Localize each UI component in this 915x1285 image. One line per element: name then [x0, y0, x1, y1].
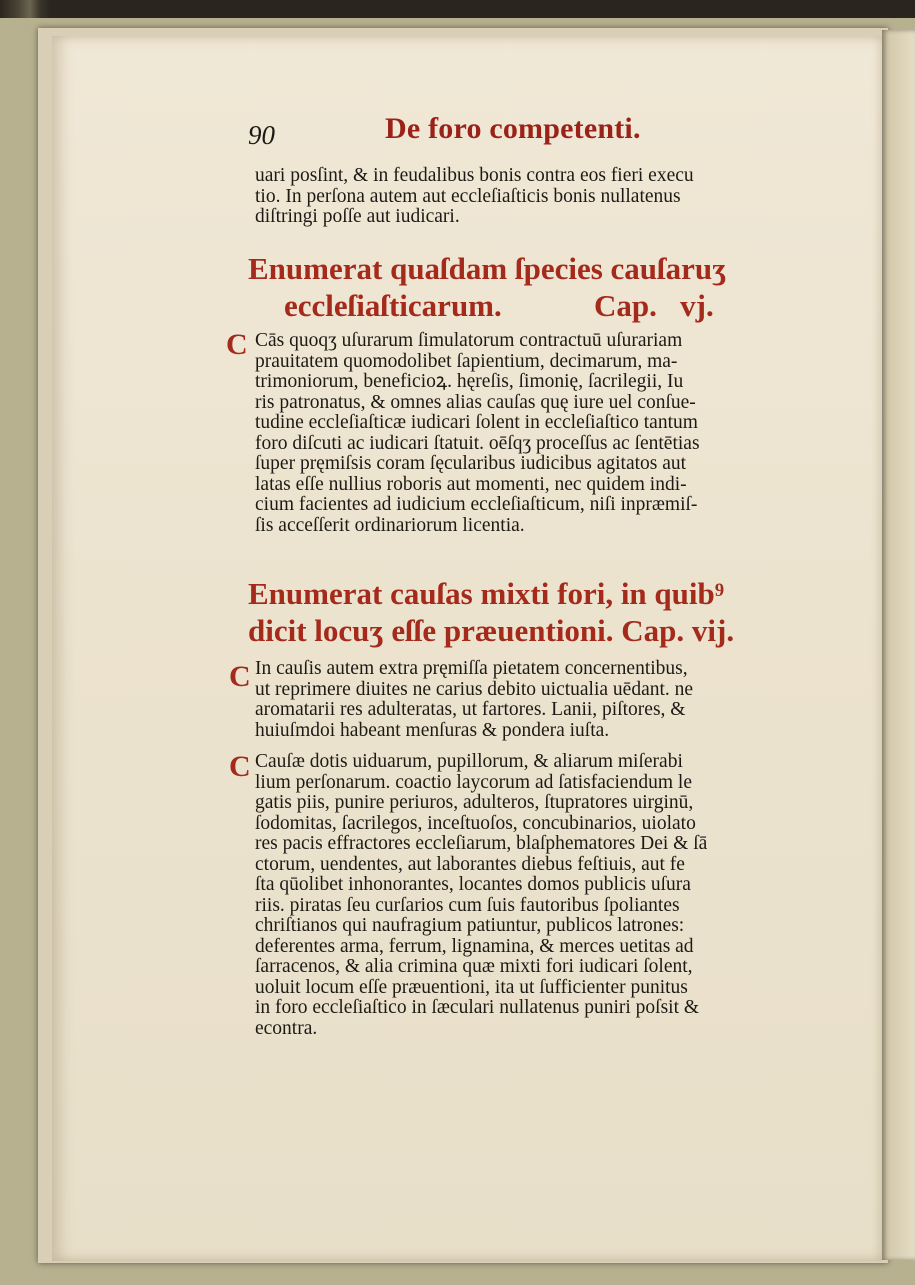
text-line: diſtringi poſſe aut iudicari. [255, 206, 460, 227]
heading-line: Enumerat cauſas mixti fori, in quib⁹ [248, 576, 725, 611]
text-line: gatis piis, punire periuros, adulteros, ſtupratores uirginū, [255, 792, 694, 813]
text-line: ſis acceſſerit ordinariorum licentia. [255, 514, 525, 536]
running-head: De foro competenti. [385, 112, 641, 145]
chapter-7-heading [248, 575, 808, 649]
text-line: tio. In perſona autem aut eccleſiaſticis bonis nullatenus [255, 185, 681, 207]
text-line: trimoniorum, beneficioꝝ. hęreſis, ſimonię, ſacrilegii, Iu [255, 371, 684, 392]
folio-number: 90 [248, 120, 275, 150]
pilcrow-mark: C [229, 750, 251, 783]
text-line: chriſtianos qui naufragium patiuntur, publicos latrones: [255, 915, 685, 936]
heading-text: eccleſiaſticarum. [284, 288, 502, 323]
text-line: huiuſmdoi habeant menſuras & pondera iuſta. [255, 719, 610, 741]
chapter-7-paragraph-1 [255, 659, 790, 741]
text-line: prauitatem quomodolibet ſapientium, decimarum, ma- [255, 350, 678, 372]
facing-page-edge [882, 30, 915, 1260]
heading-line: dicit locuʒ eſſe præuentioni. Cap. vij. [248, 613, 735, 648]
pilcrow-mark: C [226, 328, 248, 361]
text-line: aromatarii res adulteratas, ut fartores. Lanii, piſtores, & [255, 699, 686, 720]
heading-line: Enumerat quaſdam ſpecies cauſaruʒ [248, 251, 727, 286]
text-line: foro diſcuti ac iudicari ſtatuit. oēſqʒ proceſſus ac ſentētias [255, 432, 700, 454]
text-line: Cās quoqʒ uſurarum ſimulatorum contractuū uſurariam [255, 330, 683, 351]
text-line: econtra. [255, 1017, 318, 1039]
text-line: ſarracenos, & alia crimina quæ mixti fori iudicari ſolent, [255, 956, 693, 977]
text-line: lium perſonarum. coactio laycorum ad ſatisfaciendum le [255, 771, 692, 793]
text-line: ſta qūolibet inhonorantes, locantes domos publicis uſura [255, 874, 691, 895]
text-line: ſuper pręmiſsis coram ſęcularibus iudicibus agitatos aut [255, 453, 687, 474]
text-line: ſodomitas, ſacrilegos, inceſtuoſos, concubinarios, uiolato [255, 812, 696, 834]
chapter-number: Cap. vj. [594, 288, 714, 323]
heading-line [248, 287, 808, 324]
text-line: tudine eccleſiaſticæ iudicari ſolent in eccleſiaſtico tantum [255, 412, 698, 433]
pilcrow-mark: C [229, 660, 251, 693]
chapter-6-heading [248, 250, 808, 324]
text-line: Cauſæ dotis uiduarum, pupillorum, & aliarum miſerabi [255, 751, 683, 772]
text-line: latas eſſe nullius roboris aut momenti, nec quidem indi- [255, 473, 687, 495]
chapter-7-paragraph-2 [255, 752, 790, 1039]
text-line: ut reprimere diuites ne carius debito uictualia uēdant. ne [255, 678, 694, 700]
text-line: cium facientes ad iudicium eccleſiaſticum, niſi inpræmiſ- [255, 494, 698, 515]
text-line: uoluit locum eſſe præuentioni, ita ut ſufficienter punitus [255, 976, 688, 998]
text-line: uari posſint, & in feudalibus bonis contra eos fieri execu [255, 165, 694, 186]
text-line: res pacis effractores eccleſiarum, blaſphematores Dei & ſā [255, 833, 708, 854]
chapter-6-paragraph [255, 331, 790, 536]
text-line: riis. piratas ſeu curſarios cum ſuis fautoribus ſpoliantes [255, 894, 680, 916]
text-line: In cauſis autem extra pręmiſſa pietatem concernentibus, [255, 658, 688, 679]
text-line: ctorum, uendentes, aut laborantes diebus feſtiuis, aut fe [255, 853, 685, 875]
show-through-ghost-print [352, 106, 360, 140]
text-line: deferentes arma, ferrum, lignamina, & merces uetitas ad [255, 935, 694, 957]
intro-text-block [255, 166, 790, 228]
text-line: ris patronatus, & omnes alias cauſas quę iure uel conſue- [255, 391, 696, 413]
text-line: in foro eccleſiaſtico in ſæculari nullatenus puniri poſsit & [255, 997, 700, 1018]
